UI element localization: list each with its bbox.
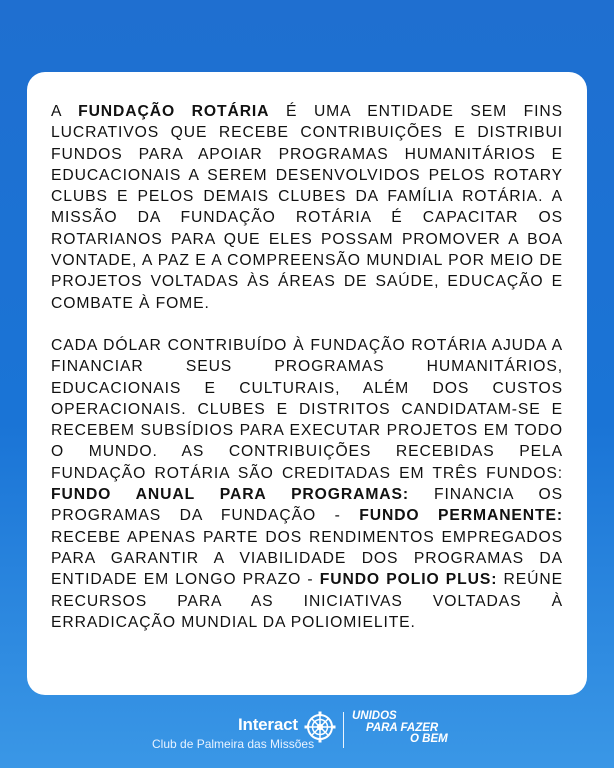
p2-text-1: CADA DÓLAR CONTRIBUÍDO À FUNDAÇÃO ROTÁRIA AJUDA A FINANCIAR SEUS PROGRAMAS HUMANITÁRIOS, EDUCACIONAIS E CULTURAIS, ALÉM DOS CUSTOS OPERACIONAIS. CLUBES E DISTRITOS CANDIDATAM-SE E RECEBEM SUBSÍDIOS PARA EXECUTAR PROJETOS EM TODO O MUNDO. AS CONTRIBUIÇÕES RECEBIDAS PELA FUNDAÇÃO ROTÁRIA SÃO CREDITADAS EM TRÊS FUNDOS:	[51, 336, 563, 482]
p2-bold-3: FUNDO POLIO PLUS:	[319, 571, 498, 589]
p2-bold-1: FUNDO ANUAL PARA PROGRAMAS:	[51, 486, 410, 504]
paragraph-funds	[51, 335, 563, 633]
p2-bold-2: FUNDO PERMANENTE:	[359, 507, 563, 525]
club-name: Club de Palmeira das Missões	[152, 737, 315, 751]
p1-bold-1: FUNDAÇÃO ROTÁRIA	[78, 103, 270, 120]
p1-text-1: A	[51, 103, 79, 120]
p1-text-2: É UMA ENTIDADE SEM FINS LUCRATIVOS QUE RECEBE CONTRIBUIÇÕES E DISTRIBUI FUNDOS PARA APOIAR PROGRAMAS HUMANITÁRIOS E EDUCACIONAIS A SEREM DESENVOLVIDOS PELOS ROTARY CLUBS E PELOS DEMAIS CLUBES DA FAMÍLIA ROTÁRIA. A MISSÃO DA FUNDAÇÃO ROTÁRIA É CAPACITAR OS ROTARIANOS PARA QUE ELES POSSAM PROMOVER A BOA VONTADE, A PAZ E A COMPREENSÃO MUNDIAL POR MEIO DE PROJETOS VOLTADAS ÀS ÁREAS DE SAÚDE, EDUCAÇÃO E COMBATE À FOME.	[51, 103, 563, 312]
interact-brand: Interact	[238, 715, 298, 734]
p2-text-3: RECEBE APENAS PARTE DOS RENDIMENTOS EMPREGADOS PARA GARANTIR A VIABILIDADE DOS PROGRAMAS DA ENTIDADE EM LONGO PRAZO -	[51, 528, 563, 589]
slogan-line-3: O BEM	[410, 733, 448, 745]
p2-text-4: REÚNE RECURSOS PARA AS INICIATIVAS VOLTADAS À ERRADICAÇÃO MUNDIAL DA POLIOMIELITE.	[51, 571, 563, 631]
footer-divider	[343, 712, 344, 748]
footer	[0, 706, 614, 766]
slogan-line-1: UNIDOS	[352, 710, 397, 722]
paragraph-rotary-foundation	[51, 101, 563, 314]
p2-text-2: FINANCIA OS PROGRAMAS DA FUNDAÇÃO -	[51, 486, 564, 525]
rotary-wheel-icon	[304, 711, 336, 743]
content-card	[27, 72, 587, 695]
slogan-line-2: PARA FAZER	[366, 721, 439, 734]
slogan	[352, 711, 462, 746]
